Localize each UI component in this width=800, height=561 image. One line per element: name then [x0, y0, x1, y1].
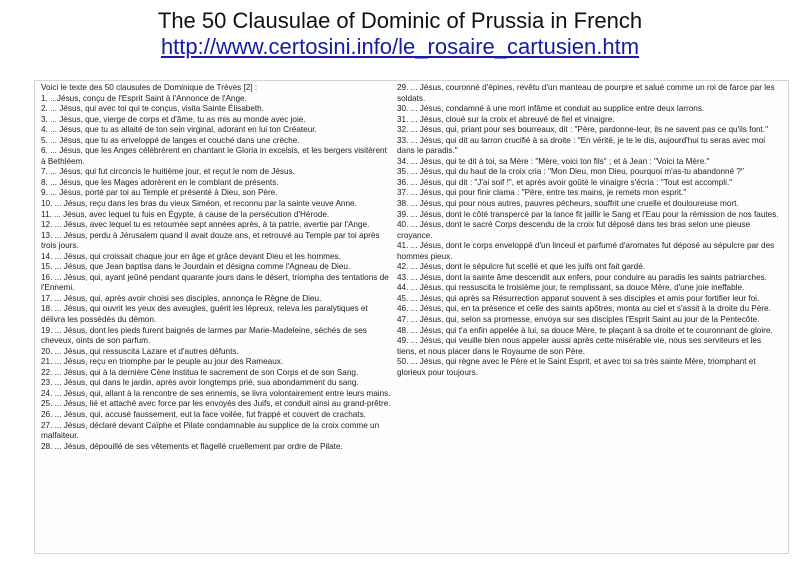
clause-item: 26. ... Jésus, qui, accusé faussement, eut la face voilée, fut frappé et couvert de crachats. — [41, 409, 366, 419]
clause-item: 34. ... Jésus, qui te dit à toi, sa Mère : "Mère, voici ton fils" ; et à Jean : "Voici ta Mère." — [397, 156, 710, 166]
clause-item: 8. ... Jésus, que les Mages adorèrent en le comblant de présents. — [41, 177, 279, 187]
clause-item: 43. ... Jésus, dont la sainte âme descendit aux enfers, pour conduire au paradis les saints patriarches. — [397, 272, 768, 282]
page-title: The 50 Clausulae of Dominic of Prussia in French — [157, 8, 643, 33]
clause-item: 28. ... Jésus, dépouillé de ses vêtements et flagellé cruellement par ordre de Pilate. — [41, 441, 343, 451]
clause-item: 46. ... Jésus, qui, en ta présence et celle des saints apôtres, monta au ciel et s'assit à la droite du Père. — [397, 304, 771, 314]
clause-item: 16. ... Jésus, qui, ayant jeûné pendant quarante jours dans le désert, triompha des tentations de l'Ennemi. — [41, 272, 389, 293]
clause-item: 36. ... Jésus, qui dit : "J'ai soif !", et après avoir goûté le vinaigre s'écria : "Tout est accompli." — [397, 177, 733, 187]
clause-item: 17. ... Jésus, qui, après avoir choisi ses disciples, annonça le Règne de Dieu. — [41, 293, 322, 303]
left-column — [41, 83, 391, 452]
left-clause-list — [41, 94, 391, 453]
clause-item: 44. ... Jésus, qui ressuscita le troisième jour, te remplissant, sa douce Mère, d'une joie ineffable. — [397, 283, 745, 293]
clause-item: 12. ... Jésus, avec lequel tu es retournée sept années après, à ta patrie, avertie par l'Ange. — [41, 220, 370, 230]
clause-item: 24. ... Jésus, qui, allant à la rencontre de ses ennemis, se livra volontairement entre leurs mains. — [41, 388, 391, 398]
clause-item: 25. ... Jésus, lié et attaché avec force par les envoyés des Juifs, et conduit ainsi au grand-prêtre. — [41, 399, 391, 409]
source-link[interactable]: http://www.certosini.info/le_rosaire_cartusien.htm — [160, 34, 640, 59]
clause-item: 7. ... Jésus, qui fut circoncis le huitième jour, et reçut le nom de Jésus. — [41, 167, 295, 177]
clause-item: 35. ... Jésus, qui du haut de la croix cria : "Mon Dieu, mon Dieu, pourquoi m'as-tu abandonné ?" — [397, 167, 744, 177]
clause-item: 30. ... Jésus, condamné à une mort infâme et conduit au supplice entre deux larrons. — [397, 104, 705, 114]
clause-item: 2. ... Jésus, qui avec toi qui te conçus, visita Sainte Élisabeth. — [41, 104, 265, 114]
clause-item: 19. ... Jésus, dont les pieds furent baignés de larmes par Marie-Madeleine, séchés de ses cheveux, oints de son parfum. — [41, 325, 367, 346]
clause-item: 13. ... Jésus, perdu à Jérusalem quand il avait douze ans, et retrouvé au Temple par toi après trois jours. — [41, 230, 380, 251]
clause-item: 32. ... Jésus, qui, priant pour ses bourreaux, dit : "Père, pardonne-leur, ils ne savent pas ce qu'ils font." — [397, 125, 769, 135]
right-column — [397, 83, 781, 378]
clause-item: 50. ... Jésus, qui règne avec le Père et le Saint Esprit, et avec toi sa très sainte Mère, triomphant et glorieux pour toujours. — [397, 357, 756, 377]
clause-item: 22. ... Jésus, qui à la dernière Cène institua le sacrement de son Corps et de son Sang. — [41, 367, 359, 377]
clause-item: 15. ... Jésus, que Jean baptisa dans le Jourdain et désigna comme l'Agneau de Dieu. — [41, 262, 351, 272]
clause-item: 4. ... Jésus, que tu as allaité de ton sein virginal, adorant en lui ton Créateur. — [41, 125, 317, 135]
clause-item: 45. ... Jésus, qui après sa Résurrection apparut souvent à ses disciples et amis pour fortifier leur foi. — [397, 293, 760, 303]
clause-item: 14. ... Jésus, qui croissait chaque jour en âge et grâce devant Dieu et les hommes. — [41, 251, 341, 261]
clause-item: 1. ...Jésus, conçu de l'Esprit Saint à l'Annonce de l'Ange. — [41, 93, 247, 103]
clause-item: 42. ... Jésus, dont le sépulcre fut scellé et que les juifs ont fait gardé. — [397, 262, 646, 272]
clause-item: 5. ... Jésus, que tu as enveloppé de langes et couché dans une crèche. — [41, 135, 300, 145]
clause-item: 33. ... Jésus, qui dit au larron crucifié à sa droite : "En vérité, je te le dis, aujourd'hui tu seras avec moi dans le paradis." — [397, 135, 766, 156]
clause-item: 29. ... Jésus, couronné d'épines, revêtu d'un manteau de pourpre et salué comme un roi de farce par les soldats. — [397, 83, 775, 103]
clause-item: 37. ... Jésus, qui pour finir clama : "Père, entre tes mains, je remets mon esprit." — [397, 188, 687, 198]
clause-item: 23. ... Jésus, qui dans le jardin, après avoir longtemps prié, sua abondamment du sang. — [41, 378, 359, 388]
right-clause-list — [397, 83, 781, 378]
clause-item: 6. ... Jésus, que les Anges célébrèrent en chantant le Gloria in excelsis, et les bergers visitèrent à Bethléem. — [41, 146, 387, 166]
clause-item: 39. ... Jésus, dont le côté transpercé par la lance fit jaillir le Sang et l'Eau pour la rémission de nos fautes. — [397, 209, 779, 219]
clause-item: 49. ... Jésus, qui veuille bien nous appeler aussi après cette misérable vie, nous ses serviteurs et les tiens, et nous placer dans le Royaume de son Père. — [397, 336, 762, 356]
clause-item: 27. ... Jésus, déclaré devant Caïphe et Pilate condamnable au supplice de la croix comme un malfaiteur. — [41, 420, 380, 441]
clause-item: 41. ... Jésus, dont le corps enveloppé d'un linceul et parfumé d'aromates fut déposé au sépulcre par des hommes pieux. — [397, 241, 775, 261]
clause-item: 38. ... Jésus, qui pour nous autres, pauvres pécheurs, souffrit une cruelle et douloureuse mort. — [397, 199, 739, 209]
clausulae-panel — [34, 80, 789, 554]
clause-item: 47. ... Jésus, qui, selon sa promesse, envoya sur ses disciples l'Esprit Saint au jour de la Pentecôte. — [397, 315, 760, 325]
clause-item: 40. ... Jésus, dont le sacré Corps descendu de la croix fut déposé dans tes bras selon une pieuse croyance. — [397, 220, 751, 240]
clause-item: 11. ... Jésus, avec lequel tu fuis en Égypte, à cause de la persécution d'Hérode. — [41, 209, 330, 219]
clause-item: 18. ... Jésus, qui ouvrit les yeux des aveugles, guérit les lépreux, releva les paralytiques et délivra les possédés du démon. — [41, 304, 368, 325]
intro-text: Voici le texte des 50 clausules de Dominique de Trèves [2] : — [41, 83, 258, 92]
clause-item: 3. ... Jésus, que, vierge de corps et d'âme, tu as mis au monde avec joie. — [41, 114, 306, 124]
clause-item: 21. ... Jésus, reçu en triomphe par le peuple au jour des Rameaux. — [41, 357, 284, 367]
clause-item: 31. ... Jésus, cloué sur la croix et abreuvé de fiel et vinaigre. — [397, 114, 615, 124]
clause-item: 48. ... Jésus, qui t'a enfin appelée à lui, sa douce Mère, te plaçant à sa droite et te couronnant de gloire. — [397, 325, 773, 335]
clause-item: 20. ... Jésus, qui ressuscita Lazare et d'autres défunts. — [41, 346, 239, 356]
clause-item: 10. ... Jésus, reçu dans les bras du vieux Siméon, et reconnu par la sainte veuve Anne. — [41, 199, 357, 209]
clause-item: 9. ... Jésus, porté par toi au Temple et présenté à Dieu, son Père. — [41, 188, 278, 198]
